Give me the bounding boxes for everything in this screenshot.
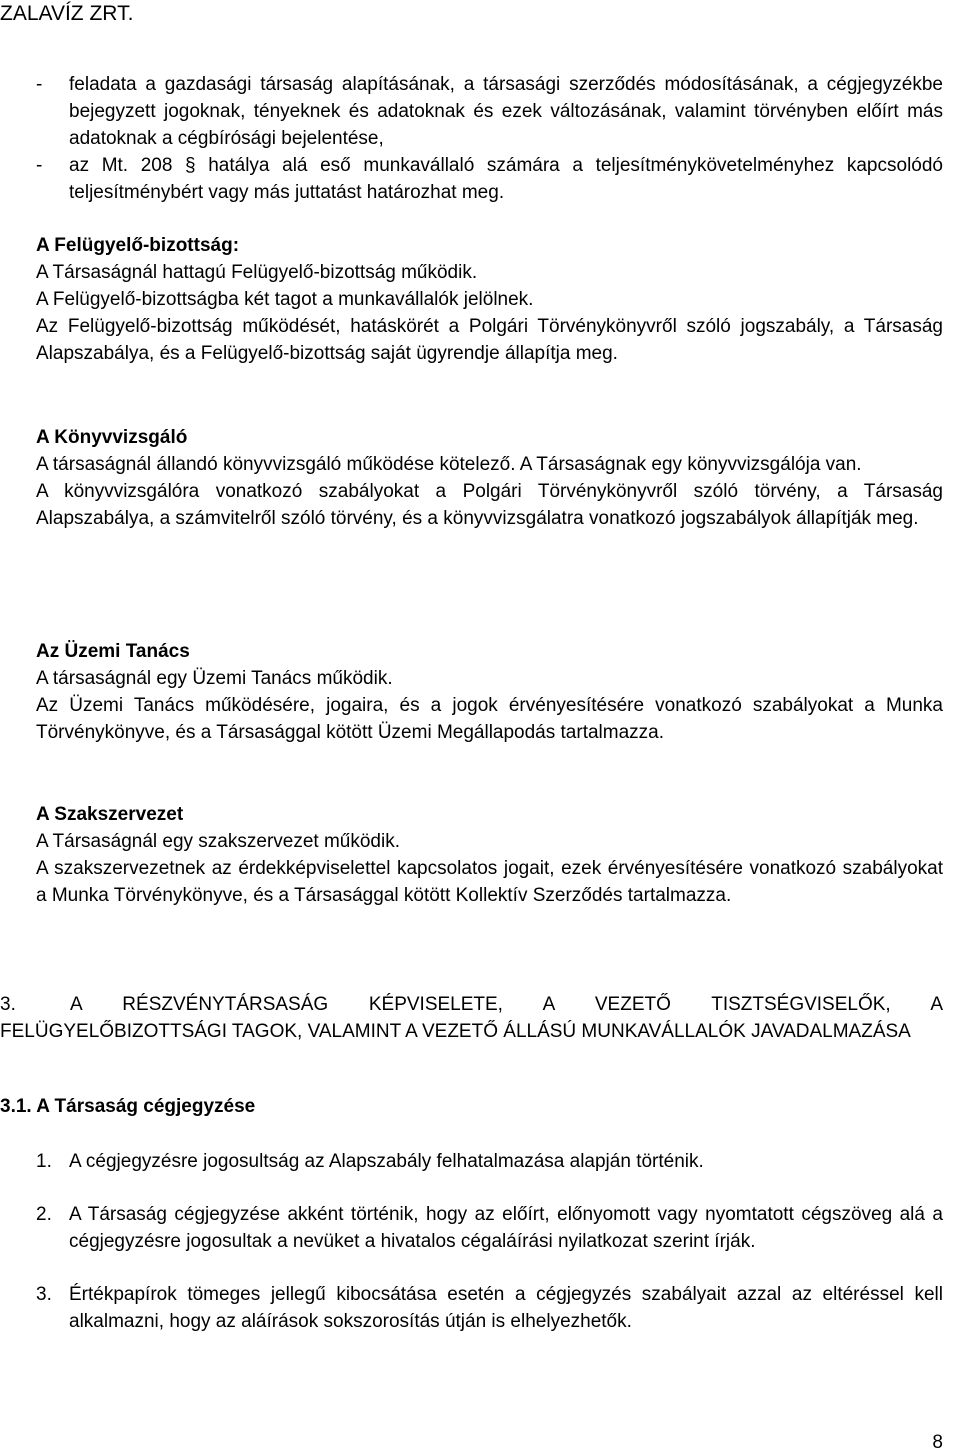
chapter-heading [0, 991, 943, 1045]
list-item-text: A cégjegyzésre jogosultság az Alapszabály felhatalmazása alapján történik. [69, 1151, 704, 1172]
paragraph: A társaságnál állandó könyvvizsgáló működése kötelező. A Társaságnak egy könyvvizsgálója van. [36, 454, 862, 475]
list-item [36, 1148, 943, 1175]
paragraph: A könyvvizsgálóra vonatkozó szabályokat a Polgári Törvénykönyvről szóló törvény, a Társaság Alapszabálya, a számvitelről szóló törvény, és a könyvvizsgálatra vonatkozó jogszabályok állapítják meg. [36, 481, 943, 529]
list-item [36, 152, 943, 206]
list-dash: - [36, 74, 43, 95]
list-item-text: az Mt. 208 § hatálya alá eső munkavállaló számára a teljesítménykövetelményhez kapcsolódó teljesítménybért vagy más juttatást határozhat meg. [69, 155, 943, 203]
section-heading: A Felügyelő-bizottság: [36, 235, 240, 256]
chapter-number: 3. [0, 994, 16, 1015]
list-item [36, 1281, 943, 1335]
list-item-text: Értékpapírok tömeges jellegű kibocsátása esetén a cégjegyzés szabályait azzal az eltéréssel kell alkalmazni, hogy az aláírások sokszorosítás útján is elhelyezhetők. [69, 1284, 943, 1332]
responsibility-list [36, 71, 943, 206]
list-number: 1. [36, 1151, 52, 1172]
page-number: 8 [932, 1432, 943, 1453]
list-dash: - [36, 155, 43, 176]
works-council-section [36, 638, 943, 746]
paragraph: Az Üzemi Tanács működésére, jogaira, és a jogok érvényesítésére vonatkozó szabályokat a Munka Törvénykönyve, és a Társasággal kötött Üzemi Megállapodás tartalmazza. [36, 695, 943, 743]
list-item-text: feladata a gazdasági társaság alapításának, a társasági szerződés módosításának, a cégjegyzékbe bejegyzett jogoknak, tényeknek és adatoknak és ezek változásának, valamint törvényben előírt más adatoknak a cégbírósági bejelentése, [69, 74, 943, 149]
list-item [36, 1201, 943, 1255]
paragraph: A Társaságnál egy szakszervezet működik. [36, 831, 400, 852]
list-item [36, 71, 943, 152]
list-number: 2. [36, 1204, 52, 1225]
paragraph: Az Felügyelő-bizottság működését, hatáskörét a Polgári Törvénykönyvről szóló jogszabály, a Társaság Alapszabálya, és a Felügyelő-bizottság saját ügyrendje állapítja meg. [36, 316, 943, 364]
numbered-list [36, 1148, 943, 1335]
trade-union-section [36, 801, 943, 909]
section-heading: Az Üzemi Tanács [36, 641, 190, 662]
list-item-text: A Társaság cégjegyzése akként történik, hogy az előírt, előnyomott vagy nyomtatott cégszöveg alá a cégjegyzésre jogosultak a nevüket a hivatalos cégaláírási nyilatkozat szerint írják. [69, 1204, 943, 1252]
supervisory-board-section [36, 232, 943, 367]
chapter-title: A RÉSZVÉNYTÁRSASÁG KÉPVISELETE, A VEZETŐ TISZTSÉGVISELŐK, A FELÜGYELŐBIZOTTSÁGI TAGOK, VALAMINT A VEZETŐ ÁLLÁSÚ MUNKAVÁLLALÓK JAVADALMAZÁSA [0, 994, 943, 1042]
section-heading: A Szakszervezet [36, 804, 184, 825]
paragraph: A Felügyelő-bizottságba két tagot a munkavállalók jelölnek. [36, 289, 534, 310]
list-number: 3. [36, 1284, 52, 1305]
paragraph: A társaságnál egy Üzemi Tanács működik. [36, 668, 393, 689]
paragraph: A szakszervezetnek az érdekképviselettel kapcsolatos jogait, ezek érvényesítésére vonatkozó szabályokat a Munka Törvénykönyve, és a Társasággal kötött Kollektív Szerződés tartalmazza. [36, 858, 943, 906]
subsection-heading: 3.1. A Társaság cégjegyzése [0, 1096, 256, 1117]
auditor-section [36, 424, 943, 532]
section-heading: A Könyvvizsgáló [36, 427, 188, 448]
company-header: ZALAVÍZ ZRT. [0, 2, 134, 25]
paragraph: A Társaságnál hattagú Felügyelő-bizottság működik. [36, 262, 478, 283]
